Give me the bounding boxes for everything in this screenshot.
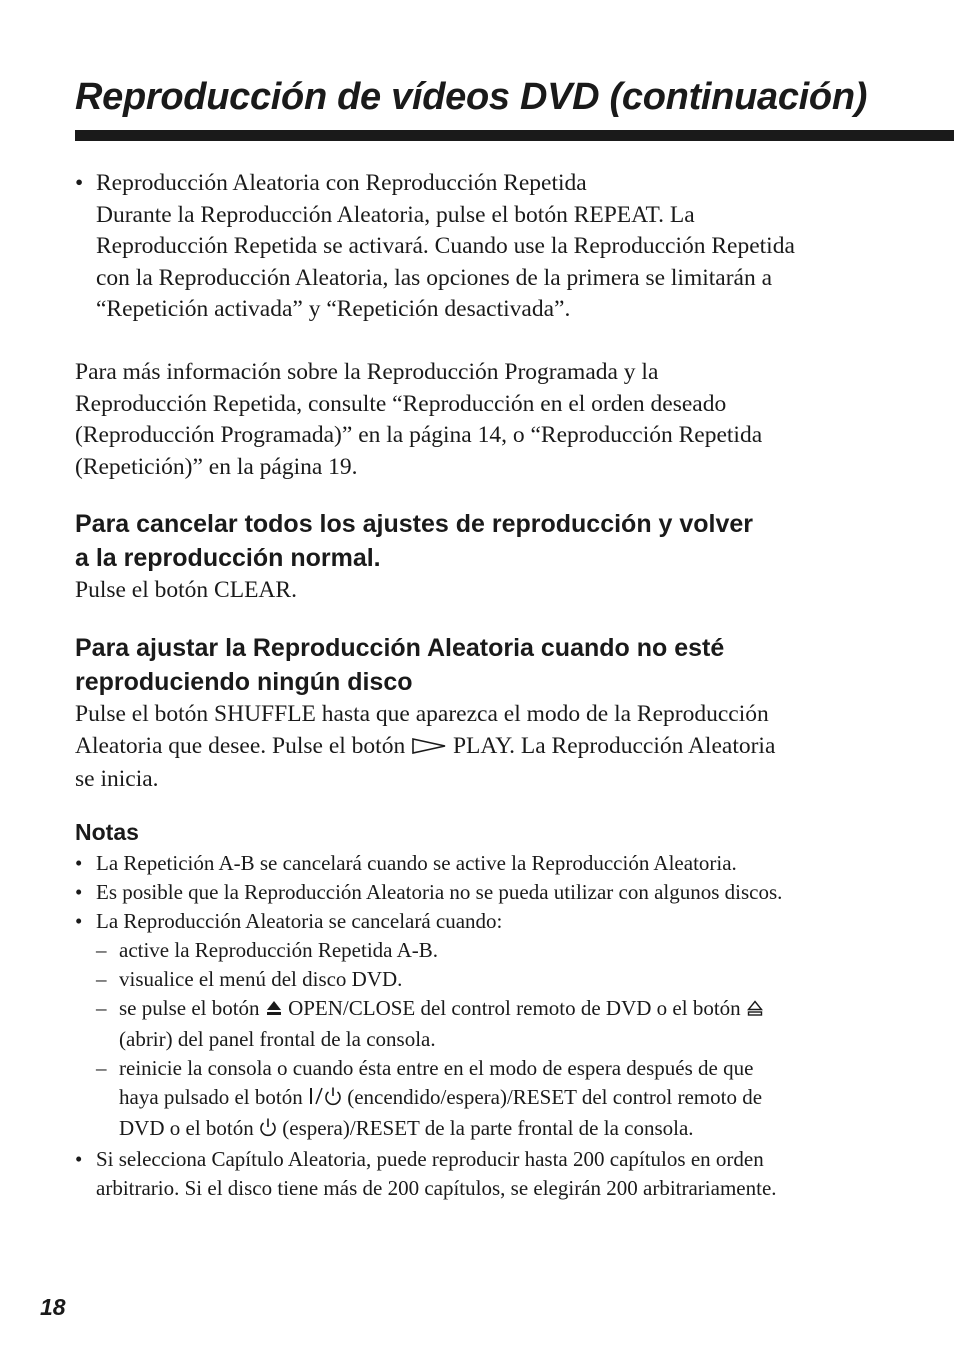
notes-subitem [75, 936, 895, 965]
notes-item-text: La Reproducción Aleatoria se cancelará cuando: [96, 909, 503, 933]
shuffle-text-after-icon: PLAY. La Reproducción Aleatoria [452, 732, 776, 759]
shuffle-text-line: Pulse el botón SHUFFLE hasta que aparezca el modo de la Reproducción [75, 701, 769, 727]
dash-marker: – [96, 1056, 107, 1080]
notes-subitem-line [119, 994, 895, 1025]
notes-heading: Notas [75, 819, 139, 845]
shuffle-text-line [75, 731, 895, 765]
dash-marker: – [96, 967, 107, 991]
notes-subitem-text: visualice el menú del disco DVD. [119, 967, 403, 991]
notes-item [75, 849, 895, 878]
bullet-marker: • [75, 170, 84, 196]
intro-bullet-row [75, 168, 895, 326]
page-number: 18 [40, 1294, 66, 1320]
notes-subitem-text: (encendido/espera)/RESET del control remoto de [347, 1085, 763, 1109]
notes-subitem-text: (espera)/RESET de la parte frontal de la consola. [282, 1116, 694, 1140]
notes-list [75, 849, 895, 1203]
notes-subitem-text: reinicie la consola o cuando ésta entre en el modo de espera después de que [119, 1056, 754, 1080]
notes-item [75, 1145, 895, 1203]
intro-bullet-line: Durante la Reproducción Aleatoria, pulse el botón REPEAT. La [96, 201, 695, 228]
eject-filled-icon [265, 996, 283, 1025]
notes-subitem-line [119, 1083, 895, 1114]
cancel-text [75, 575, 895, 607]
title-rule [75, 130, 954, 141]
notes-subitem [75, 1054, 895, 1145]
bullet-marker: • [75, 880, 83, 904]
notes-item-text: Es posible que la Reproducción Aleatoria no se pueda utilizar con algunos discos. [96, 880, 783, 904]
cancel-heading-line: Para cancelar todos los ajustes de reproducción y volver [75, 510, 754, 538]
shuffle-text [75, 699, 895, 796]
notes-subitem-line [119, 1114, 895, 1145]
play-outline-icon [411, 733, 447, 765]
shuffle-text-line: se inicia. [75, 766, 159, 792]
eject-outline-icon [746, 996, 764, 1025]
intro-bullet-heading: Reproducción Aleatoria con Reproducción Repetida [96, 170, 587, 196]
intro-bullet-line: con la Reproducción Aleatoria, las opciones de la primera se limitarán a [96, 264, 773, 291]
notes-subitem-text: se pulse el botón [119, 996, 260, 1020]
shuffle-heading-line: reproduciendo ningún disco [75, 668, 413, 696]
bullet-marker: • [75, 851, 83, 875]
intro-bullet-line: “Repetición activada” y “Repetición desactivada”. [96, 296, 571, 322]
notes-subitem-text: active la Reproducción Repetida A-B. [119, 938, 438, 962]
notes-item-text: La Repetición A-B se cancelará cuando se active la Reproducción Aleatoria. [96, 851, 737, 875]
page-title: Reproducción de vídeos DVD (continuación) [75, 76, 868, 118]
cancel-text-line: Pulse el botón CLEAR. [75, 577, 297, 603]
notes-item [75, 878, 895, 907]
notes-item-text: Si selecciona Capítulo Aleatoria, puede reproducir hasta 200 capítulos en orden [96, 1147, 764, 1171]
shuffle-heading [75, 631, 724, 699]
notes-subitem [75, 994, 895, 1054]
more-info-line: (Reproducción Programada)” en la página 14, o “Reproducción Repetida [75, 422, 763, 448]
notes-subitem [75, 965, 895, 994]
power-standby-icon [308, 1085, 342, 1114]
standby-icon [259, 1116, 277, 1145]
intro-bullet-line: Reproducción Repetida se activará. Cuando use la Reproducción Repetida [96, 233, 795, 259]
bullet-marker: • [75, 1147, 83, 1171]
notes-subitem-text: haya pulsado el botón [119, 1085, 303, 1109]
notes-item-text: arbitrario. Si el disco tiene más de 200 capítulos, se elegirán 200 arbitrariamente. [96, 1176, 777, 1200]
more-info-line: (Repetición)” en la página 19. [75, 453, 358, 480]
dash-marker: – [96, 938, 107, 962]
more-info-paragraph [75, 357, 895, 483]
dash-marker: – [96, 996, 107, 1020]
bullet-marker: • [75, 909, 83, 933]
notes-subitem-text: (abrir) del panel frontal de la consola. [119, 1027, 436, 1051]
more-info-line: Reproducción Repetida, consulte “Reproducción en el orden deseado [75, 390, 727, 417]
more-info-line: Para más información sobre la Reproducción Programada y la [75, 359, 659, 385]
shuffle-text-before-icon: Aleatoria que desee. Pulse el botón [75, 732, 406, 759]
notes-subitem-text: DVD o el botón [119, 1116, 254, 1140]
notes-item [75, 907, 895, 936]
cancel-heading [75, 507, 753, 575]
cancel-heading-line: a la reproducción normal. [75, 544, 381, 572]
shuffle-heading-line: Para ajustar la Reproducción Aleatoria cuando no esté [75, 634, 725, 662]
notes-subitem-text: OPEN/CLOSE del control remoto de DVD o el botón [288, 996, 741, 1020]
intro-bullet [75, 168, 895, 326]
